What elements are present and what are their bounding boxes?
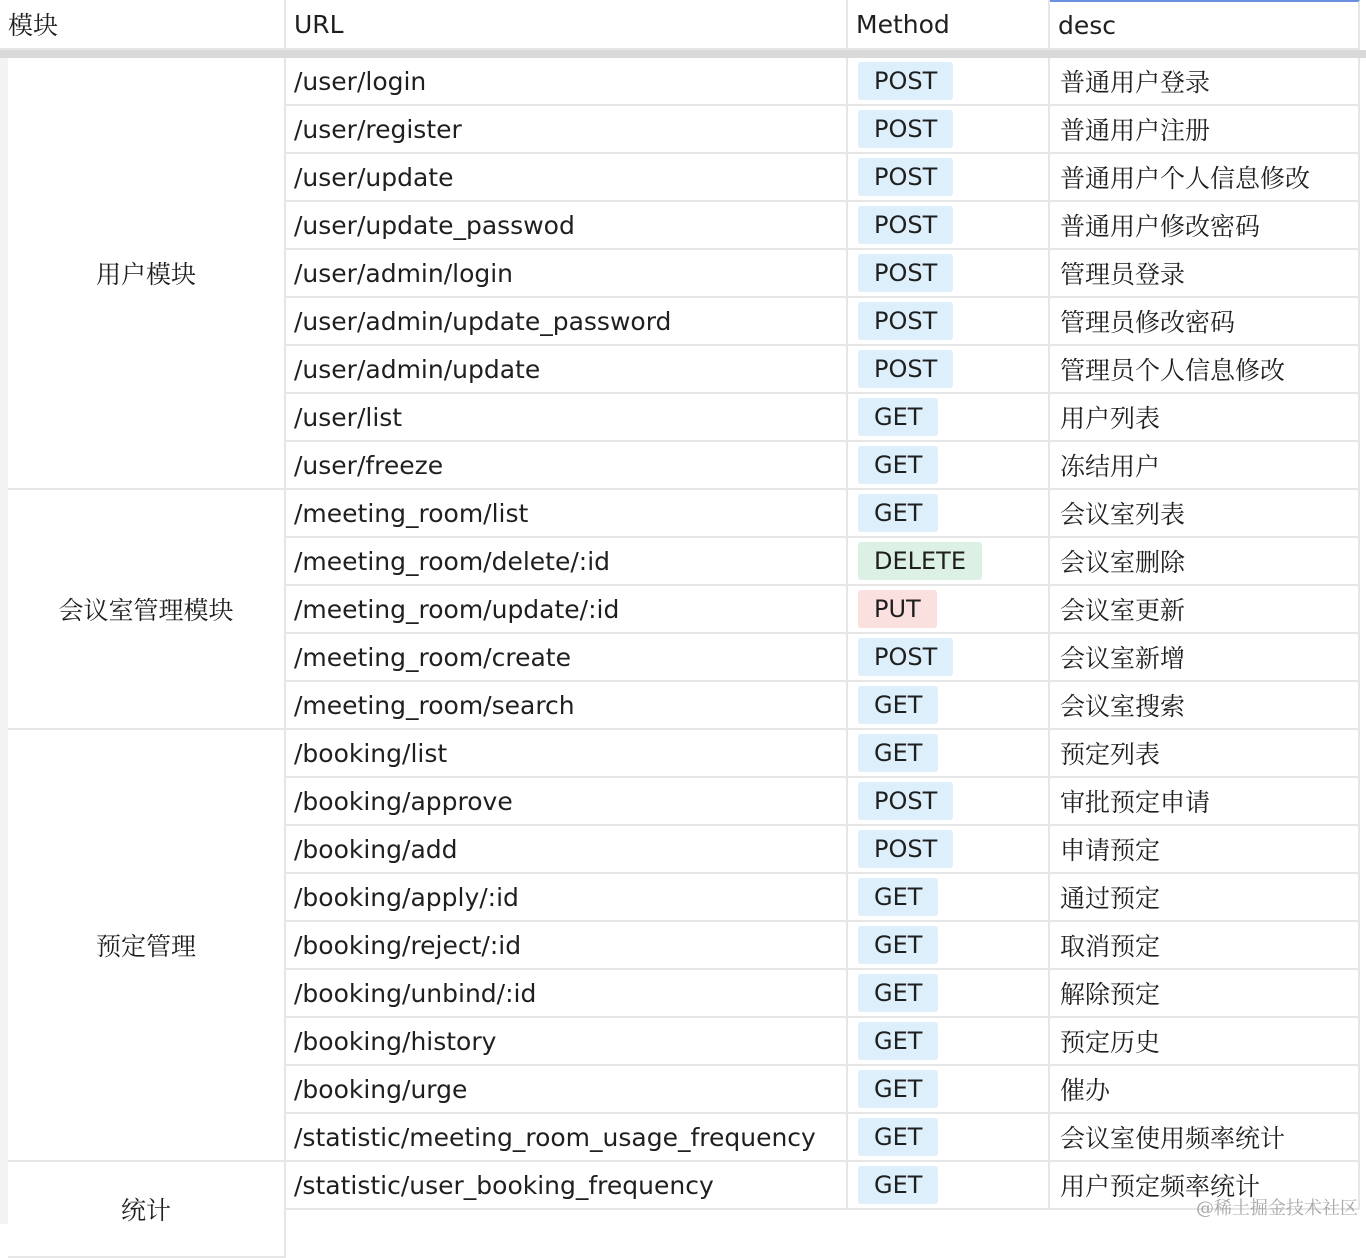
method-cell[interactable] bbox=[848, 298, 1050, 346]
method-cell[interactable] bbox=[848, 634, 1050, 682]
desc-cell[interactable]: 预定历史 bbox=[1050, 1018, 1360, 1066]
desc-cell[interactable]: 审批预定申请 bbox=[1050, 778, 1360, 826]
method-badge: GET bbox=[858, 734, 938, 772]
header-desc[interactable]: desc bbox=[1050, 0, 1360, 50]
desc-cell[interactable]: 会议室更新 bbox=[1050, 586, 1360, 634]
url-cell[interactable]: /booking/apply/:id bbox=[286, 874, 848, 922]
watermark: @稀土掘金技术社区 bbox=[1196, 1198, 1358, 1219]
method-cell[interactable] bbox=[848, 394, 1050, 442]
method-badge: POST bbox=[858, 350, 953, 388]
url-cell[interactable]: /meeting_room/create bbox=[286, 634, 848, 682]
method-badge: POST bbox=[858, 302, 953, 340]
url-cell[interactable]: /user/register bbox=[286, 106, 848, 154]
method-badge: POST bbox=[858, 110, 953, 148]
header-divider bbox=[0, 50, 1366, 58]
method-cell[interactable] bbox=[848, 490, 1050, 538]
method-badge: GET bbox=[858, 446, 938, 484]
method-cell[interactable] bbox=[848, 1018, 1050, 1066]
desc-cell[interactable]: 取消预定 bbox=[1050, 922, 1360, 970]
url-cell[interactable]: /user/list bbox=[286, 394, 848, 442]
desc-cell[interactable]: 管理员修改密码 bbox=[1050, 298, 1360, 346]
method-badge: DELETE bbox=[858, 542, 982, 580]
desc-cell[interactable]: 会议室删除 bbox=[1050, 538, 1360, 586]
method-cell[interactable] bbox=[848, 1114, 1050, 1162]
desc-cell[interactable]: 普通用户个人信息修改 bbox=[1050, 154, 1360, 202]
desc-cell[interactable]: 会议室搜索 bbox=[1050, 682, 1360, 730]
method-cell[interactable] bbox=[848, 202, 1050, 250]
url-cell[interactable]: /booking/add bbox=[286, 826, 848, 874]
method-badge: POST bbox=[858, 782, 953, 820]
url-cell[interactable]: /booking/history bbox=[286, 1018, 848, 1066]
method-badge: GET bbox=[858, 686, 938, 724]
header-module[interactable]: 模块 bbox=[0, 0, 286, 50]
method-badge: POST bbox=[858, 62, 953, 100]
method-badge: GET bbox=[858, 878, 938, 916]
method-cell[interactable] bbox=[848, 682, 1050, 730]
url-cell[interactable]: /booking/approve bbox=[286, 778, 848, 826]
method-badge: PUT bbox=[858, 590, 937, 628]
method-badge: GET bbox=[858, 1070, 938, 1108]
method-cell[interactable] bbox=[848, 1066, 1050, 1114]
desc-cell[interactable]: 用户列表 bbox=[1050, 394, 1360, 442]
url-cell[interactable]: /meeting_room/update/:id bbox=[286, 586, 848, 634]
method-badge: POST bbox=[858, 254, 953, 292]
url-cell[interactable]: /booking/unbind/:id bbox=[286, 970, 848, 1018]
desc-cell[interactable]: 通过预定 bbox=[1050, 874, 1360, 922]
url-cell[interactable]: /meeting_room/list bbox=[286, 490, 848, 538]
url-cell[interactable]: /user/admin/login bbox=[286, 250, 848, 298]
module-cell[interactable]: 会议室管理模块 bbox=[8, 490, 286, 730]
url-cell[interactable]: /user/admin/update_password bbox=[286, 298, 848, 346]
method-cell[interactable] bbox=[848, 538, 1050, 586]
url-cell[interactable]: /meeting_room/search bbox=[286, 682, 848, 730]
method-badge: POST bbox=[858, 638, 953, 676]
method-cell[interactable] bbox=[848, 922, 1050, 970]
method-cell[interactable] bbox=[848, 346, 1050, 394]
desc-cell[interactable]: 会议室新增 bbox=[1050, 634, 1360, 682]
header-url[interactable]: URL bbox=[286, 0, 848, 50]
header-method[interactable]: Method bbox=[848, 0, 1050, 50]
method-cell[interactable] bbox=[848, 874, 1050, 922]
desc-cell[interactable]: 管理员登录 bbox=[1050, 250, 1360, 298]
url-cell[interactable]: /meeting_room/delete/:id bbox=[286, 538, 848, 586]
url-cell[interactable]: /user/freeze bbox=[286, 442, 848, 490]
url-cell[interactable]: /user/login bbox=[286, 58, 848, 106]
url-cell[interactable]: /booking/urge bbox=[286, 1066, 848, 1114]
left-gutter bbox=[0, 58, 8, 1224]
method-cell[interactable] bbox=[848, 58, 1050, 106]
desc-cell[interactable]: 用户预定频率统计 bbox=[1050, 1162, 1360, 1210]
desc-cell[interactable]: 解除预定 bbox=[1050, 970, 1360, 1018]
desc-cell[interactable]: 冻结用户 bbox=[1050, 442, 1360, 490]
method-cell[interactable] bbox=[848, 250, 1050, 298]
method-cell[interactable] bbox=[848, 586, 1050, 634]
desc-cell[interactable]: 普通用户注册 bbox=[1050, 106, 1360, 154]
method-badge: GET bbox=[858, 1022, 938, 1060]
method-badge: POST bbox=[858, 206, 953, 244]
method-badge: POST bbox=[858, 830, 953, 868]
desc-cell[interactable]: 催办 bbox=[1050, 1066, 1360, 1114]
method-cell[interactable] bbox=[848, 970, 1050, 1018]
url-cell[interactable]: /booking/reject/:id bbox=[286, 922, 848, 970]
method-cell[interactable] bbox=[848, 826, 1050, 874]
url-cell[interactable]: /booking/list bbox=[286, 730, 848, 778]
desc-cell[interactable]: 普通用户修改密码 bbox=[1050, 202, 1360, 250]
url-cell[interactable]: /statistic/meeting_room_usage_frequency bbox=[286, 1114, 848, 1162]
url-cell[interactable]: /statistic/user_booking_frequency bbox=[286, 1162, 848, 1210]
method-cell[interactable] bbox=[848, 442, 1050, 490]
desc-cell[interactable]: 普通用户登录 bbox=[1050, 58, 1360, 106]
method-cell[interactable] bbox=[848, 1162, 1050, 1210]
method-cell[interactable] bbox=[848, 154, 1050, 202]
desc-cell[interactable]: 申请预定 bbox=[1050, 826, 1360, 874]
desc-cell[interactable]: 会议室列表 bbox=[1050, 490, 1360, 538]
method-badge: GET bbox=[858, 974, 938, 1012]
method-cell[interactable] bbox=[848, 106, 1050, 154]
desc-cell[interactable]: 预定列表 bbox=[1050, 730, 1360, 778]
method-badge: GET bbox=[858, 1118, 938, 1156]
method-cell[interactable] bbox=[848, 730, 1050, 778]
desc-cell[interactable]: 管理员个人信息修改 bbox=[1050, 346, 1360, 394]
url-cell[interactable]: /user/update_passwod bbox=[286, 202, 848, 250]
url-cell[interactable]: /user/admin/update bbox=[286, 346, 848, 394]
method-badge: GET bbox=[858, 398, 938, 436]
desc-cell[interactable]: 会议室使用频率统计 bbox=[1050, 1114, 1360, 1162]
url-cell[interactable]: /user/update bbox=[286, 154, 848, 202]
module-cell[interactable]: 用户模块 bbox=[8, 58, 286, 490]
module-cell[interactable]: 预定管理 bbox=[8, 730, 286, 1162]
module-cell[interactable]: 统计 bbox=[8, 1162, 286, 1258]
method-badge: GET bbox=[858, 926, 938, 964]
method-badge: GET bbox=[858, 494, 938, 532]
method-badge: GET bbox=[858, 1166, 938, 1204]
method-badge: POST bbox=[858, 158, 953, 196]
method-cell[interactable] bbox=[848, 778, 1050, 826]
